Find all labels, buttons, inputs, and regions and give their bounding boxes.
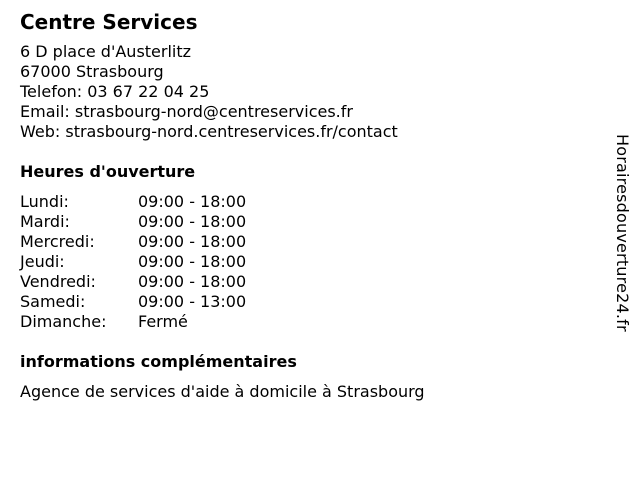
hours-row <box>20 272 246 292</box>
hours-day: Mercredi: <box>20 232 95 251</box>
hours-day: Mardi: <box>20 212 70 231</box>
web-line: Web: strasbourg-nord.centreservices.fr/contact <box>20 122 398 141</box>
opening-hours-table <box>20 192 246 332</box>
hours-time: 09:00 - 18:00 <box>138 232 247 251</box>
hours-time: 09:00 - 18:00 <box>138 252 247 271</box>
hours-time: 09:00 - 13:00 <box>138 292 247 311</box>
hours-day: Lundi: <box>20 192 69 211</box>
address-city: 67000 Strasbourg <box>20 62 164 81</box>
hours-day: Dimanche: <box>20 312 107 331</box>
hours-row <box>20 232 246 252</box>
hours-day: Jeudi: <box>20 252 65 271</box>
additional-info-text: Agence de services d'aide à domicile à Strasbourg <box>20 382 425 401</box>
hours-day: Vendredi: <box>20 272 96 291</box>
address-street: 6 D place d'Austerlitz <box>20 42 192 61</box>
phone-line: Telefon: 03 67 22 04 25 <box>20 82 210 101</box>
hours-row <box>20 312 246 332</box>
opening-hours-title: Heures d'ouverture <box>20 162 196 181</box>
hours-time: 09:00 - 18:00 <box>138 272 247 291</box>
hours-row <box>20 252 246 272</box>
site-watermark: Horairesdouverture24.fr <box>613 134 632 332</box>
hours-time: 09:00 - 18:00 <box>138 212 247 231</box>
business-card <box>20 10 580 402</box>
additional-info-title: informations complémentaires <box>20 352 297 371</box>
hours-row <box>20 192 246 212</box>
hours-time: 09:00 - 18:00 <box>138 192 247 211</box>
hours-time: Fermé <box>138 312 188 331</box>
hours-row <box>20 212 246 232</box>
contact-block <box>20 42 580 142</box>
hours-row <box>20 292 246 312</box>
business-name: Centre Services <box>20 10 198 34</box>
hours-day: Samedi: <box>20 292 86 311</box>
email-line: Email: strasbourg-nord@centreservices.fr <box>20 102 353 121</box>
